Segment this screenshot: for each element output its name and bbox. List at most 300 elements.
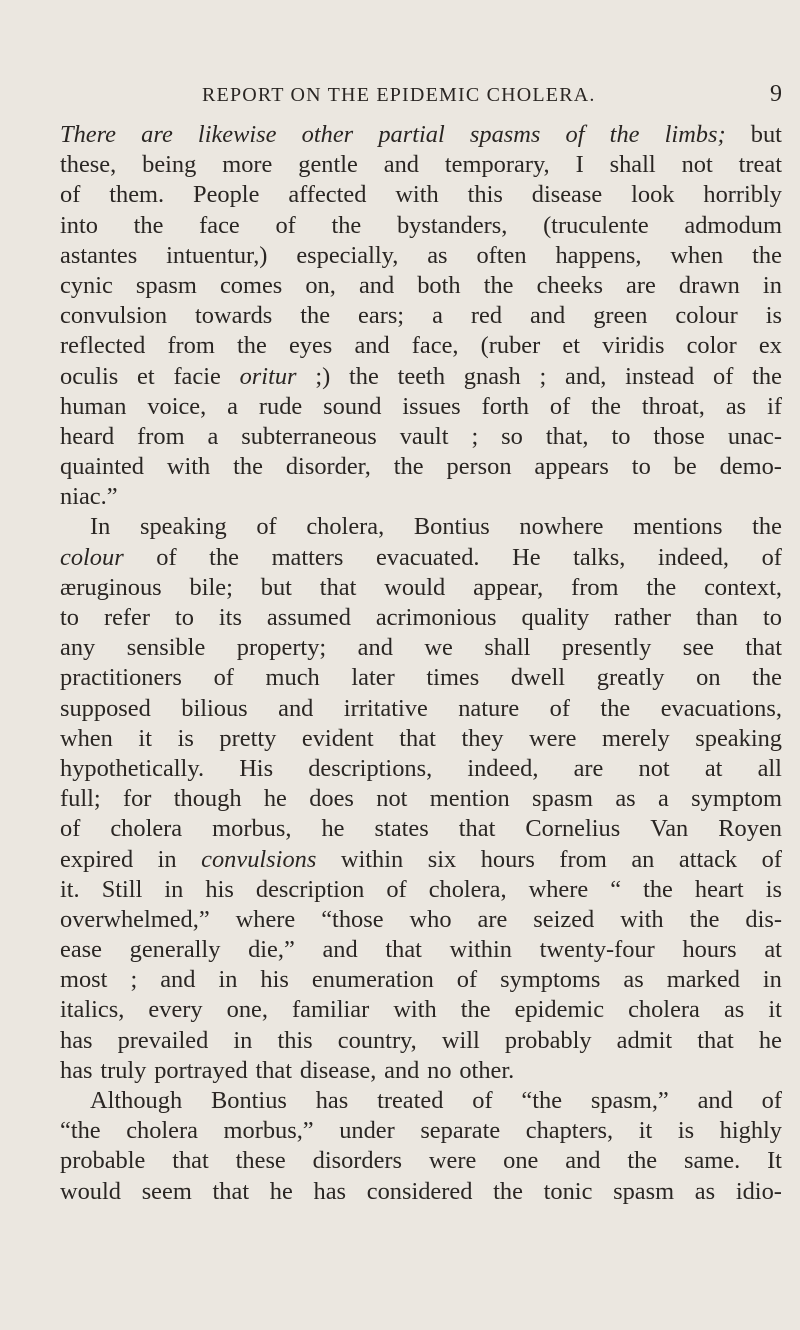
word: speaking [695,724,782,752]
word: enumeration [311,966,434,994]
word: seized [533,905,595,933]
word: expired [60,845,134,873]
word: and [383,151,419,179]
word: Although [90,1087,183,1114]
text-line [60,362,782,392]
word: where [235,905,296,933]
text-line [60,663,782,693]
word: acrimonious [375,604,497,631]
word: every [148,996,203,1024]
word: of [275,211,296,239]
word: as [623,966,644,994]
word: the [233,453,263,481]
word: “those [321,905,384,933]
word: on, [305,271,336,299]
word: the [752,362,782,390]
text-line [60,875,782,905]
word: seem [141,1177,192,1205]
word: are [141,121,173,148]
word: et [137,362,155,390]
word: as [694,1177,716,1205]
word: dwell [510,664,566,692]
word: irritative [343,694,428,722]
word: die,” [248,936,295,964]
word: has [60,1026,93,1054]
word: to [60,604,79,631]
word: the [752,241,782,269]
word: quality [521,604,590,631]
text-line [60,1026,782,1056]
word: under [339,1117,395,1145]
word: color [686,332,737,360]
word: evacuations, [660,694,782,722]
word: probable [60,1147,146,1175]
word: that [385,936,422,964]
word: bystanders, [396,211,508,239]
word: drawn [678,271,740,299]
word: spasm [135,271,197,299]
word: cholera [628,996,700,1024]
word: all [757,754,782,782]
word: these, [60,151,117,179]
word: much [265,664,320,692]
word: pretty [219,724,277,752]
word: ease [60,936,102,964]
word: of [60,815,81,843]
word: He [512,543,541,571]
word: demo- [719,453,782,481]
word: if [767,392,782,420]
word: ex [758,332,782,360]
word: the [300,302,331,330]
word: symptoms [500,966,601,994]
word: twenty-four [539,936,655,964]
word: and [354,332,390,360]
text-line [60,422,782,452]
word: same. [683,1147,741,1175]
word: talks, [573,543,626,571]
word: disorder, [285,453,371,481]
word: et [562,332,580,360]
word: it [138,724,152,752]
word: with [395,181,439,209]
word: appear, [473,573,544,601]
word: astantes [60,241,138,269]
word: of [549,392,571,420]
word: an [631,845,655,873]
word: admodum [684,211,782,239]
word: that [172,1147,209,1175]
word: other [301,121,354,148]
word: are [573,754,604,782]
text-line [60,543,782,573]
text-line [60,724,782,754]
word: indeed, [467,754,539,782]
word: we [424,634,453,662]
word: to [174,604,194,631]
word: intuentur,) [166,241,268,269]
word: There [60,121,116,148]
word: often [476,241,527,269]
word: that [319,573,357,601]
word: cynic [60,271,113,299]
word: Still [101,875,143,903]
word: cholera, [306,513,385,541]
word: would [60,1177,121,1205]
word: happens, [555,241,642,269]
word: highly [719,1117,782,1145]
text-line [60,784,782,814]
text-line [60,331,782,361]
running-head [60,81,782,110]
word: eyes [288,332,333,360]
word: convulsions [201,845,317,873]
word: Bontius [210,1087,287,1114]
text-line [60,1056,782,1086]
word: would [384,573,446,601]
word: evident [301,724,374,752]
word: as [723,996,745,1024]
word: niac.” [60,483,118,511]
word: greatly [596,664,665,692]
word: presently [561,634,652,662]
word: both [417,271,461,299]
word: though [173,785,242,813]
word: forth [481,392,529,420]
word: being [142,151,197,179]
word: hypothetically. [60,754,205,782]
word: throat, [641,392,705,420]
word: it [768,996,782,1024]
word: were [529,724,577,752]
word: any [60,634,96,662]
word: of [761,543,782,571]
word: green [593,302,648,330]
word: other. [459,1056,515,1084]
word: separate [420,1117,501,1145]
word: issues [402,392,461,420]
word: from [571,573,619,601]
word: bilious [181,694,248,722]
word: face [199,211,240,239]
word: is [677,1117,695,1145]
word: not [376,785,408,813]
word: shall [609,151,656,179]
word: the [209,543,239,571]
word: are [477,905,508,933]
word: “ [610,875,622,903]
word: a [207,422,219,450]
word: symptom [691,785,782,813]
word: treated [377,1087,444,1114]
word: and [565,1147,601,1175]
word: the [643,875,673,903]
word: colour [675,302,738,330]
word: not [638,754,670,782]
word: to [631,453,651,481]
word: towards [195,302,273,330]
word: when [60,724,113,752]
word: country, [337,1026,417,1054]
word: and [357,634,393,662]
word: and [358,271,395,299]
word: His [239,754,274,782]
page-number: 9 [770,81,782,107]
word: in [164,875,184,903]
word: that [697,1026,734,1054]
word: not [681,151,713,179]
word: and [384,1056,420,1084]
word: look [631,181,675,209]
word: these [235,1147,286,1175]
word: gentle [298,151,358,179]
word: It [767,1147,782,1175]
word: (ruber [480,332,541,360]
word: epidemic [514,996,605,1024]
word: so [501,422,523,450]
word: Cornelius [525,815,621,843]
word: of [456,966,478,994]
text-line [60,452,782,482]
word: of [472,1087,493,1114]
word: disease, [299,1056,377,1084]
word: rather [614,604,672,631]
word: one [503,1147,539,1175]
word: sound [323,392,382,420]
word: spasm,” [590,1087,669,1114]
word: is [177,724,194,752]
word: temporary, [444,151,550,179]
body-text [60,120,782,1207]
word: to [611,422,631,450]
word: a [227,392,238,420]
word: and [160,966,196,994]
word: viridis [602,332,665,360]
word: unac- [727,422,782,450]
word: he [269,1177,293,1205]
word: indeed, [657,543,730,571]
word: colour [60,543,124,571]
word: supposed [60,694,151,722]
word: the [133,211,164,239]
word: People [193,181,260,209]
word: especially, [296,241,399,269]
word: Royen [718,815,782,843]
word: to [762,604,782,631]
word: ;) [315,362,331,390]
word: person [446,453,512,481]
word: in [762,271,782,299]
word: in [233,1026,253,1054]
word: this [277,1026,313,1054]
word: the [752,664,782,692]
word: convulsion [60,302,168,330]
word: disease [531,181,603,209]
word: prevailed [117,1026,209,1054]
word: “the [60,1117,101,1145]
word: the [460,996,491,1024]
word: and [322,936,358,964]
text-line [60,512,782,542]
word: that [745,634,782,662]
word: more [222,151,273,179]
word: spasms [469,121,541,148]
word: has [315,1087,349,1114]
word: likewise [197,121,277,148]
text-line [60,241,782,271]
word: has [60,1056,93,1084]
word: within [340,845,404,873]
word: mentions [633,513,723,541]
word: oculis [60,362,119,390]
word: mention [429,785,510,813]
text-line [60,845,782,875]
word: teeth [397,362,446,390]
word: he [758,1026,782,1054]
word: the [483,271,514,299]
text-line [60,180,782,210]
word: chapters, [525,1117,614,1145]
word: descriptions, [308,754,433,782]
word: will [441,1026,480,1054]
word: were [428,1147,477,1175]
word: bile; [189,573,233,601]
word: be [673,453,697,481]
word: italics, [60,996,125,1024]
text-line [60,603,782,633]
running-title: REPORT ON THE EPIDEMIC CHOLERA. [202,84,596,106]
word: subterraneous [241,422,377,450]
text-line [60,301,782,331]
word: appears [534,453,609,481]
word: context, [704,573,782,601]
word: and [530,302,566,330]
word: cheeks [536,271,603,299]
word: his [260,966,289,994]
word: into [60,211,98,239]
word: dis- [745,905,782,933]
word: the [689,905,720,933]
word: In [90,513,111,541]
word: the [600,694,631,722]
word: shall [484,634,531,662]
word: he [263,785,287,813]
word: considered [366,1177,473,1205]
word: that [458,815,496,843]
word: facie [173,362,221,390]
word: face, [411,332,459,360]
text-line [60,995,782,1025]
word: partial [378,121,445,148]
word: at [704,754,723,782]
text-line [60,392,782,422]
word: they [461,724,504,752]
word: spasm [613,1177,675,1205]
word: his [205,875,234,903]
word: from [167,332,215,360]
text-line [60,482,782,512]
word: admit [616,1026,673,1054]
text-line [60,211,782,241]
word: merely [601,724,670,752]
word: generally [129,936,221,964]
word: times [426,664,480,692]
word: has [313,1177,347,1205]
word: hours [480,845,535,873]
word: of [60,181,81,209]
word: a [432,302,443,330]
word: the [591,392,621,420]
word: the [237,332,267,360]
word: hours [682,936,737,964]
word: practitioners [60,664,182,692]
word: that, [545,422,589,450]
text-line [60,814,782,844]
word: are [626,271,656,299]
word: truly [100,1056,147,1084]
word: affected [288,181,367,209]
word: its [218,604,242,631]
word: it [638,1117,653,1145]
word: marked [666,966,740,994]
word: heard [60,422,115,450]
word: states [374,815,429,843]
word: ; [539,362,547,390]
text-line [60,754,782,784]
word: “the [521,1087,563,1114]
word: is [765,302,782,330]
word: portrayed [154,1056,248,1084]
word: nature [458,694,520,722]
text-line [60,905,782,935]
word: the [331,211,362,239]
word: cholera [126,1117,198,1145]
word: where [528,875,589,903]
word: tonic [543,1177,593,1205]
word: refer [103,604,150,631]
word: evacuated. [375,543,480,571]
word: that [212,1177,250,1205]
word: he [321,815,345,843]
word: the [609,121,640,148]
word: with [620,905,664,933]
word: full; [60,785,101,813]
word: with [166,453,211,481]
text-line [60,150,782,180]
word: who [409,905,452,933]
word: but [260,573,292,601]
word: as [427,241,448,269]
word: no [427,1056,452,1084]
word: of [761,1087,782,1114]
word: from [137,422,185,450]
word: comes [219,271,283,299]
word: and [278,694,314,722]
word: disorders [312,1147,403,1175]
word: of [156,543,177,571]
word: those [653,422,705,450]
text-line [60,1116,782,1146]
word: assumed [266,604,351,631]
word: property; [236,634,327,662]
word: limbs; [664,121,726,148]
text-line [60,1086,782,1116]
word: at [764,936,782,964]
text-line [60,633,782,663]
word: of [386,875,407,903]
word: red [470,302,503,330]
word: see [682,634,714,662]
